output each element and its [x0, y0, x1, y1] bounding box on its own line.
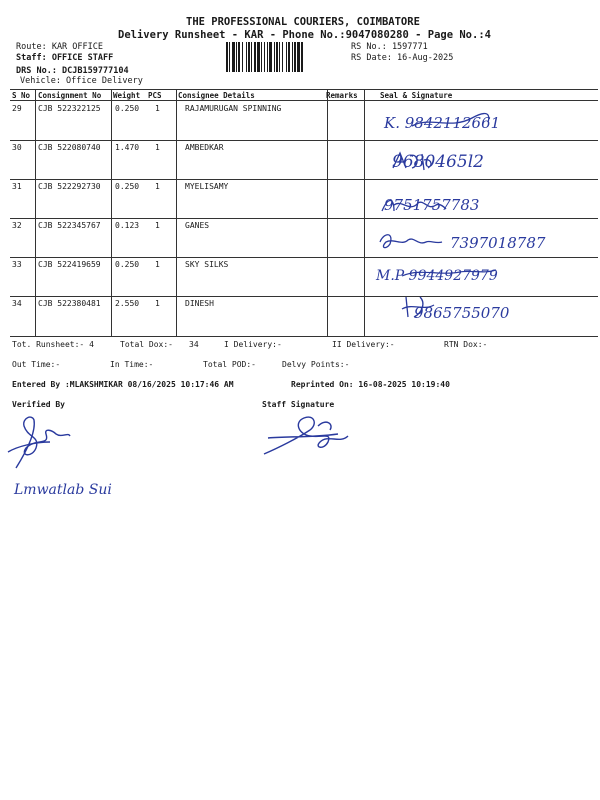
row-border [10, 179, 598, 180]
row-pcs: 1 [155, 143, 160, 152]
barcode-bar [257, 42, 260, 72]
out-time-label: Out Time:- [12, 360, 61, 369]
row-consignee: GANES [185, 221, 210, 230]
row-weight: 0.250 [115, 260, 140, 269]
row-weight: 0.250 [115, 104, 140, 113]
header-pcs: PCS [148, 91, 162, 100]
route-label: Route: KAR OFFICE [16, 42, 103, 52]
row-signature: 9865755070 [414, 304, 510, 322]
barcode-bar [301, 42, 303, 72]
delvy-points-label: Delvy Points:- [282, 360, 350, 369]
row-consignment-no: CJB 522080740 [38, 143, 101, 152]
barcode-bar [226, 42, 228, 72]
row-signature: K. 9842112661 [384, 114, 501, 132]
barcode [226, 42, 346, 72]
barcode-bar [288, 42, 290, 72]
rs-no-label: RS No.: 1597771 [351, 42, 428, 52]
barcode-bar [248, 42, 250, 72]
col-divider [327, 89, 328, 336]
barcode-bar [238, 42, 240, 72]
row-consignee: DINESH [185, 299, 214, 308]
row-consignment-no: CJB 522322125 [38, 104, 101, 113]
row-consignee: SKY SILKS [185, 260, 229, 269]
barcode-bar [294, 42, 296, 72]
header-consignee: Consignee Details [178, 91, 255, 100]
barcode-bar [242, 42, 243, 72]
staff-label: Staff: OFFICE STAFF [16, 53, 114, 63]
row-pcs: 1 [155, 260, 160, 269]
row-border [10, 257, 598, 258]
row-weight: 1.470 [115, 143, 140, 152]
row-sno: 31 [12, 182, 22, 191]
verified-signature [6, 412, 76, 472]
barcode-bar [236, 42, 237, 72]
col-divider [111, 89, 112, 336]
row-pcs: 1 [155, 182, 160, 191]
row-pcs: 1 [155, 104, 160, 113]
barcode-bar [269, 42, 272, 72]
ii-delivery-label: II Delivery:- [332, 340, 395, 349]
row-border [10, 140, 598, 141]
signature-mark-row2 [390, 150, 450, 175]
row-consignment-no: CJB 522292730 [38, 182, 101, 191]
barcode-bar [264, 42, 265, 72]
col-divider [35, 89, 36, 336]
col-divider [176, 89, 177, 336]
row-consignment-no: CJB 522345767 [38, 221, 101, 230]
vehicle-label: Vehicle: Office Delivery [20, 76, 143, 86]
row-weight: 2.550 [115, 299, 140, 308]
barcode-bar [246, 42, 247, 72]
total-runsheet: Tot. Runsheet:- 4 [12, 340, 94, 349]
signature-mark-row1 [410, 112, 490, 132]
total-dox-value: 34 [189, 340, 199, 349]
row-consignment-no: CJB 522419659 [38, 260, 101, 269]
barcode-bar [282, 42, 283, 72]
header-consignment: Consignment No [38, 91, 102, 100]
staff-signature-label: Staff Signature [262, 400, 335, 409]
barcode-bar [286, 42, 287, 72]
row-signature: M.P 9944927979 [376, 268, 498, 284]
reprinted-on: Reprinted On: 16-08-2025 10:19:40 [291, 380, 450, 389]
runsheet-subtitle: Delivery Runsheet - KAR - Phone No.:9047080280 - Page No.:4 [118, 29, 491, 41]
row-sno: 30 [12, 143, 22, 152]
header-remarks: Remarks [326, 91, 358, 100]
row-signature: 7397018787 [450, 234, 546, 252]
drs-label: DRS No.: DCJB159777104 [16, 66, 129, 76]
row-signature: 9751757783 [384, 196, 480, 214]
i-delivery-label: I Delivery:- [224, 340, 282, 349]
row-sno: 29 [12, 104, 22, 113]
header-seal-signature: Seal & Signature [380, 91, 453, 100]
row-pcs: 1 [155, 221, 160, 230]
rtn-dox-label: RTN Dox:- [444, 340, 488, 349]
barcode-bar [267, 42, 268, 72]
row-signature: 9680465l2 [392, 152, 484, 172]
staff-signature-mark [258, 408, 358, 458]
row-consignee: MYELISAMY [185, 182, 229, 191]
row-consignment-no: CJB 522380481 [38, 299, 101, 308]
row-consignee: RAJAMURUGAN SPINNING [185, 104, 282, 113]
verified-by-label: Verified By [12, 400, 65, 409]
barcode-bar [274, 42, 275, 72]
row-border [10, 296, 598, 297]
barcode-bar [251, 42, 252, 72]
barcode-bar [297, 42, 300, 72]
rs-date-label: RS Date: 16-Aug-2025 [351, 53, 454, 63]
row-weight: 0.123 [115, 221, 140, 230]
signature-mark-row4 [378, 230, 448, 252]
row-weight: 0.250 [115, 182, 140, 191]
signature-mark-row6 [400, 293, 440, 321]
header-weight: Weight [113, 91, 141, 100]
row-consignee: AMBEDKAR [185, 143, 224, 152]
barcode-bar [279, 42, 280, 72]
barcode-bar [276, 42, 278, 72]
in-time-label: In Time:- [110, 360, 154, 369]
barcode-bar [261, 42, 262, 72]
total-dox-label: Total Dox:- [120, 340, 173, 349]
table-bottom-border [10, 336, 598, 337]
row-pcs: 1 [155, 299, 160, 308]
header-sno: S No [12, 91, 31, 100]
signature-mark-row3 [380, 195, 450, 217]
handwritten-name: Lmwatlab Sui [14, 482, 112, 498]
barcode-bar [229, 42, 230, 72]
row-border [10, 218, 598, 219]
table-top-border [10, 89, 598, 90]
barcode-bar [292, 42, 293, 72]
barcode-bar [232, 42, 235, 72]
row-sno: 32 [12, 221, 22, 230]
signature-mark-row5 [400, 262, 500, 282]
total-pod-label: Total POD:- [203, 360, 256, 369]
company-title: THE PROFESSIONAL COURIERS, COIMBATORE [186, 16, 420, 28]
row-sno: 34 [12, 299, 22, 308]
barcode-bar [254, 42, 256, 72]
entered-by: Entered By :MLAKSHMIKAR 08/16/2025 10:17:46 AM [12, 380, 234, 389]
col-divider [364, 89, 365, 336]
row-sno: 33 [12, 260, 22, 269]
table-header-border [10, 100, 598, 101]
